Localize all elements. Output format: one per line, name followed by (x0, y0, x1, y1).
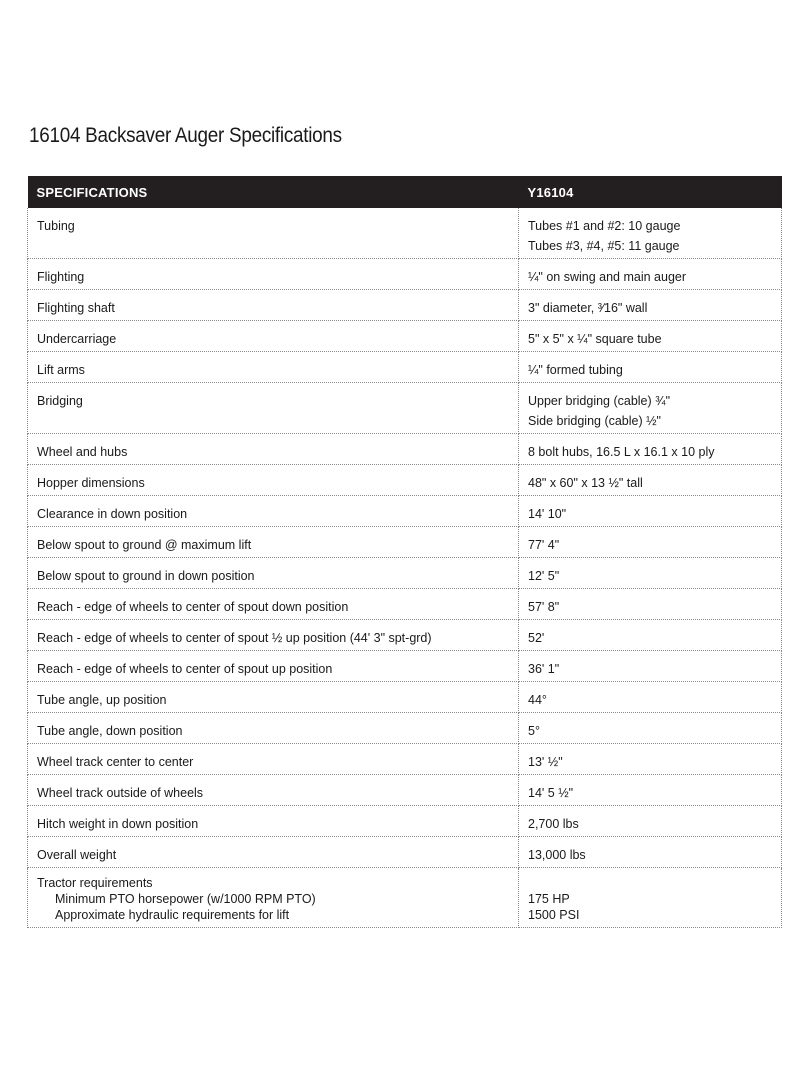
table-row (28, 496, 782, 527)
table-row (28, 383, 782, 434)
spec-value-line: Side bridging (cable) ½" (528, 414, 661, 428)
table-row-tractor-requirements (28, 868, 782, 928)
table-row (28, 434, 782, 465)
spec-value: 14' 5 ½" (519, 775, 782, 806)
spec-label: Tube angle, up position (28, 682, 519, 713)
table-row (28, 713, 782, 744)
tractor-sub-label: Approximate hydraulic requirements for lift (55, 908, 290, 922)
spec-label: Wheel track center to center (28, 744, 519, 775)
spec-label: Flighting (28, 259, 519, 290)
spec-value: 5" x 5" x ¼" square tube (519, 321, 782, 352)
spec-value: 13' ½" (519, 744, 782, 775)
table-row (28, 259, 782, 290)
spec-label: Tube angle, down position (28, 713, 519, 744)
table-row (28, 208, 782, 259)
spec-label: Reach - edge of wheels to center of spout up position (28, 651, 519, 682)
table-row (28, 465, 782, 496)
page-title: 16104 Backsaver Auger Specifications (29, 124, 342, 147)
table-row (28, 290, 782, 321)
spec-value: 57' 8" (519, 589, 782, 620)
spec-label: Clearance in down position (28, 496, 519, 527)
table-row (28, 682, 782, 713)
spec-label: Below spout to ground @ maximum lift (28, 527, 519, 558)
spec-label: Below spout to ground in down position (28, 558, 519, 589)
spec-value: 12' 5" (519, 558, 782, 589)
spec-value: 13,000 lbs (519, 837, 782, 868)
spec-value: 3" diameter, ³⁄16" wall (519, 290, 782, 321)
table-row (28, 620, 782, 651)
table-row (28, 558, 782, 589)
spec-value: ¼" on swing and main auger (519, 259, 782, 290)
table-row (28, 589, 782, 620)
table-row (28, 744, 782, 775)
table-row (28, 651, 782, 682)
spec-label: Reach - edge of wheels to center of spout down position (28, 589, 519, 620)
spec-label: Wheel and hubs (28, 434, 519, 465)
table-row (28, 352, 782, 383)
table-row (28, 806, 782, 837)
spec-value: 8 bolt hubs, 16.5 L x 16.1 x 10 ply (519, 434, 782, 465)
spec-value: 52' (519, 620, 782, 651)
spec-value (519, 208, 782, 259)
specifications-table (27, 176, 782, 928)
spec-value: 48" x 60" x 13 ½" tall (519, 465, 782, 496)
spec-value: 77' 4" (519, 527, 782, 558)
column-header-specifications: SPECIFICATIONS (28, 176, 519, 208)
spec-label: Lift arms (28, 352, 519, 383)
spec-value (519, 868, 782, 928)
spec-label: Undercarriage (28, 321, 519, 352)
table-row (28, 837, 782, 868)
spec-value: 44° (519, 682, 782, 713)
spec-label (28, 868, 519, 928)
spec-label: Hitch weight in down position (28, 806, 519, 837)
tractor-sub-value: 175 HP (528, 892, 570, 906)
spec-value-line: Tubes #1 and #2: 10 gauge (528, 219, 681, 233)
tractor-sub-label: Minimum PTO horsepower (w/1000 RPM PTO) (55, 892, 316, 906)
spec-label: Tubing (28, 208, 519, 259)
table-row (28, 775, 782, 806)
spec-value: 36' 1" (519, 651, 782, 682)
table-row (28, 527, 782, 558)
spec-value: 2,700 lbs (519, 806, 782, 837)
spec-label: Reach - edge of wheels to center of spout ½ up position (44' 3" spt-grd) (28, 620, 519, 651)
spec-value: 5° (519, 713, 782, 744)
spec-value-line: Tubes #3, #4, #5: 11 gauge (528, 239, 680, 253)
spec-label: Overall weight (28, 837, 519, 868)
spec-label: Flighting shaft (28, 290, 519, 321)
spec-label: Bridging (28, 383, 519, 434)
spec-label: Wheel track outside of wheels (28, 775, 519, 806)
table-row (28, 321, 782, 352)
spec-value (519, 383, 782, 434)
tractor-requirements-label: Tractor requirements (37, 876, 153, 890)
spec-label: Hopper dimensions (28, 465, 519, 496)
spec-value: 14' 10" (519, 496, 782, 527)
spec-value-line: Upper bridging (cable) ¾" (528, 394, 671, 408)
spec-value: ¼" formed tubing (519, 352, 782, 383)
column-header-model: Y16104 (519, 176, 782, 208)
table-header-row (28, 176, 782, 208)
tractor-sub-value: 1500 PSI (528, 908, 580, 922)
